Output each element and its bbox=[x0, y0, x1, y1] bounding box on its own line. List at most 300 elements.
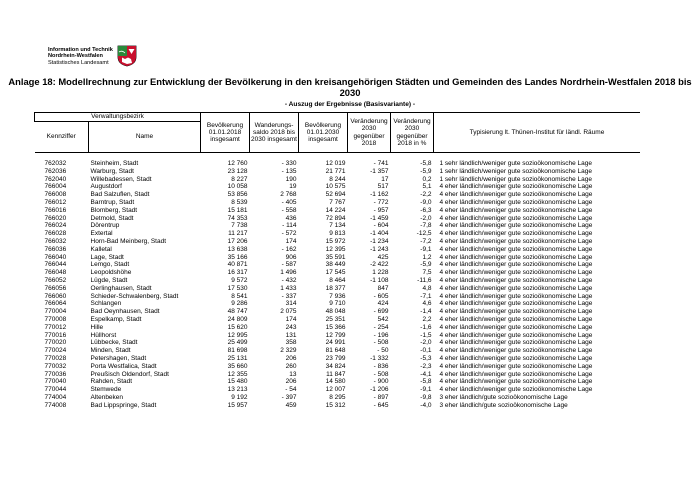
cell-saldo: - 330 bbox=[281, 160, 297, 167]
cell-name: Augustdorf bbox=[90, 183, 122, 191]
cell-bev2030: 72 894 bbox=[325, 214, 346, 222]
cell-bev2030: 12 019 bbox=[325, 160, 346, 167]
table-row bbox=[35, 199, 641, 207]
cell-typisierung: 4 eher ländlich/weniger gute sozioökonomische Lage bbox=[439, 331, 593, 339]
header-bev2018: Bevölkerung 01.01.2018 insgesamt bbox=[201, 113, 250, 153]
cell-typisierung: 4 eher ländlich/weniger gute sozioökonomische Lage bbox=[439, 308, 593, 316]
cell-typisierung: 4 eher ländlich/weniger gute sozioökonomische Lage bbox=[439, 292, 593, 300]
cell-veraenderung: - 605 bbox=[373, 292, 389, 300]
cell-veraenderung-pct: -6,3 bbox=[420, 206, 432, 214]
cell-bev2030: 12 395 bbox=[325, 245, 346, 253]
cell-kennziffer: 770028 bbox=[44, 354, 67, 362]
cell-saldo: - 405 bbox=[281, 198, 297, 206]
cell-name: Willebadessen, Stadt bbox=[90, 175, 152, 183]
cell-typisierung: 4 eher ländlich/weniger gute sozioökonomische Lage bbox=[439, 198, 593, 206]
cell-kennziffer: 766044 bbox=[44, 261, 67, 269]
cell-typisierung: 4 eher ländlich/weniger gute sozioökonomische Lage bbox=[439, 370, 593, 378]
cell-bev2030: 23 799 bbox=[325, 354, 346, 362]
cell-veraenderung: 424 bbox=[377, 300, 389, 308]
cell-veraenderung: - 645 bbox=[373, 401, 389, 409]
table-row bbox=[35, 254, 641, 262]
nrw-coat-of-arms-icon bbox=[116, 45, 138, 67]
table-row bbox=[35, 269, 641, 277]
header-typisierung: Typisierung lt. Thünen-Institut für ländl. Räume bbox=[434, 113, 641, 153]
cell-bev2018: 8 227 bbox=[231, 175, 248, 183]
cell-saldo: - 114 bbox=[282, 222, 297, 230]
cell-bev2030: 14 580 bbox=[325, 378, 346, 386]
table-row bbox=[35, 386, 641, 394]
cell-veraenderung-pct: -0,1 bbox=[420, 347, 432, 355]
cell-veraenderung-pct: -5,8 bbox=[420, 160, 432, 167]
cell-bev2030: 8 244 bbox=[329, 175, 346, 183]
cell-kennziffer: 766052 bbox=[44, 276, 67, 284]
cell-typisierung: 4 eher ländlich/weniger gute sozioökonomische Lage bbox=[439, 315, 593, 323]
cell-typisierung: 4 eher ländlich/weniger gute sozioökonomische Lage bbox=[439, 362, 593, 370]
cell-kennziffer: 766004 bbox=[44, 183, 67, 191]
table-row bbox=[35, 191, 641, 199]
cell-veraenderung: -1 404 bbox=[370, 230, 389, 238]
cell-kennziffer: 774008 bbox=[44, 401, 67, 409]
cell-bev2018: 17 206 bbox=[227, 237, 248, 245]
cell-saldo: 19 bbox=[289, 183, 297, 191]
cell-name: Hüllhorst bbox=[90, 331, 117, 339]
cell-veraenderung: -1 234 bbox=[370, 237, 389, 245]
cell-kennziffer: 766060 bbox=[44, 292, 67, 300]
cell-typisierung: 4 eher ländlich/weniger gute sozioökonomische Lage bbox=[439, 323, 593, 331]
cell-typisierung: 4 eher ländlich/weniger gute sozioökonomische Lage bbox=[439, 253, 593, 261]
table-row bbox=[35, 332, 641, 340]
cell-bev2018: 35 166 bbox=[227, 253, 248, 261]
cell-veraenderung-pct: 5,1 bbox=[422, 183, 432, 191]
cell-bev2030: 25 351 bbox=[325, 315, 346, 323]
cell-name: Stemwede bbox=[90, 386, 122, 394]
cell-veraenderung: - 604 bbox=[373, 222, 389, 230]
cell-kennziffer: 774004 bbox=[44, 393, 67, 401]
cell-veraenderung-pct: 4,8 bbox=[422, 284, 432, 292]
cell-bev2018: 13 638 bbox=[227, 245, 248, 253]
cell-saldo: 2 768 bbox=[280, 191, 297, 199]
cell-bev2030: 11 847 bbox=[326, 370, 346, 378]
cell-name: Espelkamp, Stadt bbox=[90, 315, 142, 323]
cell-veraenderung: 517 bbox=[377, 183, 389, 191]
cell-typisierung: 1 sehr ländlich/weniger gute sozioökonomische Lage bbox=[439, 160, 592, 167]
cell-name: Schlangen bbox=[90, 300, 122, 308]
cell-name: Hille bbox=[90, 323, 104, 331]
cell-bev2018: 23 128 bbox=[227, 167, 248, 175]
cell-veraenderung: -2 422 bbox=[370, 261, 389, 269]
cell-veraenderung: -1 162 bbox=[370, 191, 389, 199]
cell-name: Petershagen, Stadt bbox=[90, 354, 147, 362]
cell-kennziffer: 766040 bbox=[44, 253, 67, 261]
cell-bev2030: 15 366 bbox=[325, 323, 346, 331]
cell-veraenderung: -1 332 bbox=[370, 354, 389, 362]
cell-veraenderung: - 957 bbox=[373, 206, 389, 214]
cell-name: Extertal bbox=[90, 230, 113, 238]
cell-veraenderung-pct: -9,1 bbox=[420, 386, 432, 394]
cell-bev2030: 8 295 bbox=[329, 393, 346, 401]
table-row bbox=[35, 355, 641, 363]
cell-veraenderung-pct: -2,0 bbox=[420, 214, 432, 222]
cell-typisierung: 3 eher ländlich/gute sozioökonomische Lage bbox=[439, 401, 568, 409]
cell-saldo: 131 bbox=[285, 331, 297, 339]
table-row bbox=[35, 339, 641, 347]
table-row bbox=[35, 222, 641, 230]
cell-veraenderung-pct: 4,6 bbox=[422, 300, 432, 308]
cell-kennziffer: 766016 bbox=[44, 206, 67, 214]
cell-bev2030: 12 799 bbox=[325, 331, 346, 339]
document-subtitle: - Auszug der Ergebnisse (Basisvariante) - bbox=[284, 101, 416, 108]
cell-typisierung: 4 eher ländlich/weniger gute sozioökonomische Lage bbox=[439, 214, 593, 222]
table-row bbox=[35, 347, 641, 355]
header-saldo: Wanderungs-saldo 2018 bis 2030 insgesamt bbox=[250, 113, 299, 153]
cell-veraenderung-pct: -9,1 bbox=[420, 245, 432, 253]
cell-veraenderung-pct: -4,1 bbox=[420, 370, 432, 378]
cell-kennziffer: 770036 bbox=[44, 370, 67, 378]
document-title: Anlage 18: Modellrechnung zur Entwicklung der Bevölkerung in den kreisangehörigen Städten und Gemeinden des Landes Nordrhein-Westfalen 2018 bis 2030 bbox=[8, 76, 692, 98]
table-row bbox=[35, 215, 641, 223]
cell-bev2030: 52 694 bbox=[325, 191, 346, 199]
population-table bbox=[34, 112, 640, 410]
cell-veraenderung: - 897 bbox=[373, 393, 389, 401]
cell-kennziffer: 770032 bbox=[44, 362, 67, 370]
cell-bev2018: 16 317 bbox=[227, 269, 248, 277]
cell-name: Lemgo, Stadt bbox=[90, 261, 130, 269]
cell-saldo: 260 bbox=[285, 362, 297, 370]
cell-veraenderung: -1 357 bbox=[370, 167, 389, 175]
cell-bev2018: 15 480 bbox=[227, 378, 248, 386]
cell-bev2018: 15 181 bbox=[227, 206, 248, 214]
cell-name: Barntrup, Stadt bbox=[90, 198, 135, 206]
cell-kennziffer: 770008 bbox=[44, 315, 67, 323]
cell-veraenderung-pct: 7,5 bbox=[422, 269, 432, 277]
cell-bev2030: 17 545 bbox=[325, 269, 346, 277]
table-body bbox=[35, 153, 641, 410]
cell-bev2018: 11 217 bbox=[228, 230, 248, 238]
table-row bbox=[35, 293, 641, 301]
cell-bev2018: 35 660 bbox=[227, 362, 248, 370]
cell-typisierung: 4 eher ländlich/weniger gute sozioökonomische Lage bbox=[439, 206, 593, 214]
cell-bev2018: 15 957 bbox=[227, 401, 248, 409]
cell-name: Lage, Stadt bbox=[90, 253, 124, 261]
table-row bbox=[35, 402, 641, 410]
cell-kennziffer: 766032 bbox=[44, 237, 67, 245]
cell-kennziffer: 770044 bbox=[44, 386, 67, 394]
cell-typisierung: 4 eher ländlich/weniger gute sozioökonomische Lage bbox=[439, 276, 593, 284]
cell-veraenderung-pct: -2,3 bbox=[420, 362, 432, 370]
cell-typisierung: 4 eher ländlich/weniger gute sozioökonomische Lage bbox=[439, 237, 593, 245]
cell-typisierung: 4 eher ländlich/weniger gute sozioökonomische Lage bbox=[439, 261, 593, 269]
logo-text bbox=[48, 47, 113, 66]
cell-typisierung: 4 eher ländlich/weniger gute sozioökonomische Lage bbox=[439, 378, 593, 386]
cell-bev2018: 24 809 bbox=[227, 315, 248, 323]
header-veraenderung: Veränderung 2030 gegenüber 2018 bbox=[348, 113, 391, 153]
cell-name: Lübbecke, Stadt bbox=[90, 339, 138, 347]
table-row bbox=[35, 176, 641, 184]
cell-saldo: 2 329 bbox=[280, 347, 297, 355]
cell-name: Altenbeken bbox=[90, 393, 124, 401]
cell-saldo: 436 bbox=[285, 214, 297, 222]
header-veraenderung-pct: Veränderung 2030 gegenüber 2018 in % bbox=[391, 113, 434, 153]
cell-kennziffer: 766064 bbox=[44, 300, 67, 308]
header-name: Name bbox=[89, 122, 201, 153]
cell-veraenderung-pct: -7,2 bbox=[420, 237, 432, 245]
cell-veraenderung-pct: -12,5 bbox=[416, 230, 432, 238]
cell-veraenderung: - 508 bbox=[373, 370, 389, 378]
cell-bev2030: 21 771 bbox=[325, 167, 346, 175]
cell-veraenderung-pct: 2,2 bbox=[422, 315, 432, 323]
cell-saldo: 906 bbox=[285, 253, 297, 261]
table-row bbox=[35, 168, 641, 176]
cell-saldo: 243 bbox=[285, 323, 297, 331]
cell-saldo: - 54 bbox=[285, 386, 297, 394]
table-row bbox=[35, 277, 641, 285]
cell-veraenderung: -1 206 bbox=[370, 386, 389, 394]
cell-bev2018: 12 760 bbox=[227, 160, 248, 167]
cell-veraenderung: - 50 bbox=[377, 347, 389, 355]
cell-bev2018: 12 355 bbox=[227, 370, 248, 378]
cell-bev2030: 12 007 bbox=[325, 386, 346, 394]
cell-bev2018: 8 541 bbox=[231, 292, 248, 300]
cell-bev2018: 9 572 bbox=[231, 276, 248, 284]
cell-veraenderung-pct: 0,2 bbox=[422, 175, 432, 183]
cell-saldo: 358 bbox=[285, 339, 297, 347]
cell-name: Lügde, Stadt bbox=[90, 276, 128, 284]
cell-veraenderung-pct: -2,2 bbox=[420, 191, 432, 199]
cell-typisierung: 4 eher ländlich/weniger gute sozioökonomische Lage bbox=[439, 222, 593, 230]
cell-veraenderung: - 741 bbox=[373, 160, 389, 167]
table-row bbox=[35, 246, 641, 254]
cell-bev2030: 9 813 bbox=[329, 230, 346, 238]
cell-veraenderung: 847 bbox=[377, 284, 389, 292]
table-row bbox=[35, 238, 641, 246]
cell-kennziffer: 770004 bbox=[44, 308, 67, 316]
cell-bev2018: 9 286 bbox=[231, 300, 248, 308]
cell-veraenderung-pct: -7,8 bbox=[420, 222, 432, 230]
cell-bev2030: 8 464 bbox=[329, 276, 346, 284]
cell-typisierung: 4 eher ländlich/weniger gute sozioökonomische Lage bbox=[439, 191, 593, 199]
cell-veraenderung-pct: -1,6 bbox=[420, 323, 432, 331]
cell-kennziffer: 766056 bbox=[44, 284, 67, 292]
cell-bev2018: 17 530 bbox=[227, 284, 248, 292]
cell-name: Oerlinghausen, Stadt bbox=[90, 284, 152, 292]
cell-bev2018: 25 131 bbox=[227, 354, 248, 362]
cell-typisierung: 4 eher ländlich/weniger gute sozioökonomische Lage bbox=[439, 183, 593, 191]
cell-veraenderung: - 699 bbox=[373, 308, 389, 316]
table-row bbox=[35, 363, 641, 371]
cell-saldo: 1 496 bbox=[280, 269, 297, 277]
cell-bev2018: 74 353 bbox=[227, 214, 248, 222]
cell-typisierung: 1 sehr ländlich/weniger gute sozioökonomische Lage bbox=[439, 175, 592, 183]
cell-saldo: - 572 bbox=[281, 230, 297, 238]
cell-bev2030: 38 449 bbox=[325, 261, 346, 269]
cell-typisierung: 4 eher ländlich/weniger gute sozioökonomische Lage bbox=[439, 269, 593, 277]
cell-bev2030: 10 575 bbox=[325, 183, 346, 191]
cell-veraenderung-pct: -1,5 bbox=[420, 331, 432, 339]
cell-veraenderung-pct: -2,0 bbox=[420, 339, 432, 347]
cell-kennziffer: 762036 bbox=[44, 167, 67, 175]
cell-name: Schieder-Schwalenberg, Stadt bbox=[90, 292, 179, 300]
cell-bev2030: 9 710 bbox=[329, 300, 346, 308]
cell-typisierung: 4 eher ländlich/weniger gute sozioökonomische Lage bbox=[439, 284, 593, 292]
cell-typisierung: 4 eher ländlich/weniger gute sozioökonomische Lage bbox=[439, 230, 593, 238]
cell-bev2030: 7 936 bbox=[329, 292, 346, 300]
cell-typisierung: 4 eher ländlich/weniger gute sozioökonomische Lage bbox=[439, 347, 593, 355]
cell-veraenderung: 542 bbox=[377, 315, 389, 323]
table-row bbox=[35, 371, 641, 379]
cell-bev2018: 10 058 bbox=[227, 183, 248, 191]
table-row bbox=[35, 378, 641, 386]
header-kennziffer: Kennziffer bbox=[35, 122, 89, 153]
cell-saldo: 190 bbox=[285, 175, 297, 183]
table-row bbox=[35, 261, 641, 269]
cell-bev2030: 48 048 bbox=[325, 308, 346, 316]
cell-saldo: - 135 bbox=[281, 167, 297, 175]
cell-saldo: - 397 bbox=[281, 393, 297, 401]
cell-name: Bad Lippspringe, Stadt bbox=[90, 401, 157, 409]
cell-veraenderung-pct: -4,0 bbox=[420, 401, 432, 409]
logo-line-2: Nordrhein-Westfalen bbox=[48, 53, 103, 60]
cell-veraenderung-pct: -11,6 bbox=[417, 276, 432, 284]
cell-kennziffer: 770016 bbox=[44, 331, 67, 339]
cell-kennziffer: 766024 bbox=[44, 222, 67, 230]
cell-saldo: 1 433 bbox=[280, 284, 297, 292]
cell-saldo: 206 bbox=[285, 354, 297, 362]
cell-veraenderung-pct: -9,8 bbox=[420, 393, 432, 401]
cell-veraenderung-pct: -5,9 bbox=[420, 167, 432, 175]
cell-typisierung: 3 eher ländlich/gute sozioökonomische Lage bbox=[439, 393, 568, 401]
cell-typisierung: 4 eher ländlich/weniger gute sozioökonomische Lage bbox=[439, 354, 593, 362]
cell-saldo: 459 bbox=[285, 401, 297, 409]
cell-kennziffer: 770040 bbox=[44, 378, 67, 386]
cell-saldo: 174 bbox=[285, 237, 297, 245]
cell-name: Bad Salzuflen, Stadt bbox=[90, 191, 150, 199]
cell-name: Porta Westfalica, Stadt bbox=[90, 362, 157, 370]
cell-bev2018: 25 499 bbox=[227, 339, 248, 347]
table-row bbox=[35, 308, 641, 316]
cell-saldo: - 558 bbox=[281, 206, 297, 214]
cell-bev2018: 13 213 bbox=[227, 386, 248, 394]
table-row bbox=[35, 160, 641, 168]
cell-saldo: - 337 bbox=[281, 292, 297, 300]
cell-bev2030: 81 648 bbox=[325, 347, 346, 355]
cell-veraenderung-pct: -5,8 bbox=[420, 378, 432, 386]
cell-veraenderung: - 836 bbox=[373, 362, 389, 370]
table-row bbox=[35, 324, 641, 332]
cell-veraenderung: 425 bbox=[377, 253, 389, 261]
cell-bev2018: 81 698 bbox=[227, 347, 248, 355]
cell-typisierung: 4 eher ländlich/weniger gute sozioökonomische Lage bbox=[439, 386, 593, 394]
cell-name: Detmold, Stadt bbox=[90, 214, 134, 222]
cell-typisierung: 4 eher ländlich/weniger gute sozioökonomische Lage bbox=[439, 245, 593, 253]
cell-veraenderung: -1 243 bbox=[370, 245, 389, 253]
cell-bev2030: 15 972 bbox=[325, 237, 346, 245]
cell-saldo: 206 bbox=[285, 378, 297, 386]
cell-veraenderung-pct: -5,9 bbox=[420, 261, 432, 269]
cell-kennziffer: 762040 bbox=[44, 175, 67, 183]
cell-name: Bad Oeynhausen, Stadt bbox=[90, 308, 160, 316]
cell-bev2030: 24 991 bbox=[325, 339, 346, 347]
cell-saldo: 174 bbox=[285, 315, 297, 323]
cell-kennziffer: 770024 bbox=[44, 347, 67, 355]
cell-veraenderung: - 900 bbox=[373, 378, 389, 386]
cell-bev2030: 18 377 bbox=[325, 284, 346, 292]
cell-bev2018: 9 192 bbox=[231, 393, 248, 401]
cell-veraenderung: - 508 bbox=[373, 339, 389, 347]
cell-kennziffer: 770012 bbox=[44, 323, 67, 331]
cell-kennziffer: 770020 bbox=[44, 339, 67, 347]
cell-veraenderung: -1 108 bbox=[370, 276, 389, 284]
cell-name: Dörentrup bbox=[90, 222, 120, 230]
cell-name: Leopoldshöhe bbox=[90, 269, 132, 277]
cell-saldo: 13 bbox=[289, 370, 297, 378]
cell-kennziffer: 766048 bbox=[44, 269, 67, 277]
cell-bev2018: 7 738 bbox=[231, 222, 248, 230]
cell-kennziffer: 766036 bbox=[44, 245, 67, 253]
cell-bev2030: 7 767 bbox=[329, 198, 346, 206]
cell-veraenderung-pct: -1,4 bbox=[420, 308, 432, 316]
cell-kennziffer: 766028 bbox=[44, 230, 67, 238]
cell-veraenderung-pct: 1,2 bbox=[422, 253, 432, 261]
cell-veraenderung: - 254 bbox=[373, 323, 389, 331]
cell-name: Blomberg, Stadt bbox=[90, 206, 138, 214]
table-row bbox=[35, 285, 641, 293]
logo-line-3: Statistisches Landesamt bbox=[48, 59, 109, 66]
cell-bev2018: 12 995 bbox=[227, 331, 248, 339]
cell-typisierung: 4 eher ländlich/weniger gute sozioökonomische Lage bbox=[439, 339, 593, 347]
cell-veraenderung: -1 459 bbox=[370, 214, 389, 222]
cell-name: Steinheim, Stadt bbox=[90, 160, 139, 167]
cell-bev2018: 8 539 bbox=[231, 198, 248, 206]
cell-saldo: - 587 bbox=[281, 261, 297, 269]
cell-kennziffer: 766008 bbox=[44, 191, 67, 199]
cell-veraenderung: 1 228 bbox=[372, 269, 389, 277]
cell-name: Preußisch Oldendorf, Stadt bbox=[90, 370, 169, 378]
cell-name: Kalletal bbox=[90, 245, 112, 253]
cell-kennziffer: 766020 bbox=[44, 214, 67, 222]
cell-bev2030: 14 224 bbox=[325, 206, 346, 214]
cell-bev2018: 53 856 bbox=[227, 191, 248, 199]
cell-bev2018: 40 871 bbox=[227, 261, 248, 269]
header-verwaltungsbezirk: Verwaltungsbezirk bbox=[35, 113, 201, 122]
cell-veraenderung: - 196 bbox=[373, 331, 389, 339]
cell-typisierung: 1 sehr ländlich/weniger gute sozioökonomische Lage bbox=[439, 167, 592, 175]
cell-saldo: - 432 bbox=[281, 276, 297, 284]
table-row bbox=[35, 207, 641, 215]
table-row bbox=[35, 230, 641, 238]
table-row bbox=[35, 183, 641, 191]
cell-name: Warburg, Stadt bbox=[90, 167, 134, 175]
header-bev2030: Bevölkerung 01.01.2030 insgesamt bbox=[299, 113, 348, 153]
cell-typisierung: 4 eher ländlich/weniger gute sozioökonomische Lage bbox=[439, 300, 593, 308]
logo-line-1: Information und Technik bbox=[48, 47, 113, 53]
cell-kennziffer: 766012 bbox=[44, 198, 67, 206]
cell-saldo: 314 bbox=[285, 300, 297, 308]
cell-kennziffer: 762032 bbox=[44, 160, 67, 167]
agency-logo bbox=[48, 47, 168, 75]
cell-veraenderung-pct: -5,3 bbox=[420, 354, 432, 362]
cell-veraenderung: 17 bbox=[381, 175, 389, 183]
cell-bev2018: 48 747 bbox=[227, 308, 248, 316]
cell-veraenderung-pct: -9,0 bbox=[420, 198, 432, 206]
cell-veraenderung-pct: -7,1 bbox=[420, 292, 432, 300]
cell-bev2030: 15 312 bbox=[325, 401, 346, 409]
cell-name: Rahden, Stadt bbox=[90, 378, 133, 386]
table-row bbox=[35, 394, 641, 402]
table-row bbox=[35, 316, 641, 324]
cell-name: Minden, Stadt bbox=[90, 347, 131, 355]
cell-bev2030: 35 591 bbox=[325, 253, 346, 261]
cell-veraenderung: - 772 bbox=[373, 198, 389, 206]
